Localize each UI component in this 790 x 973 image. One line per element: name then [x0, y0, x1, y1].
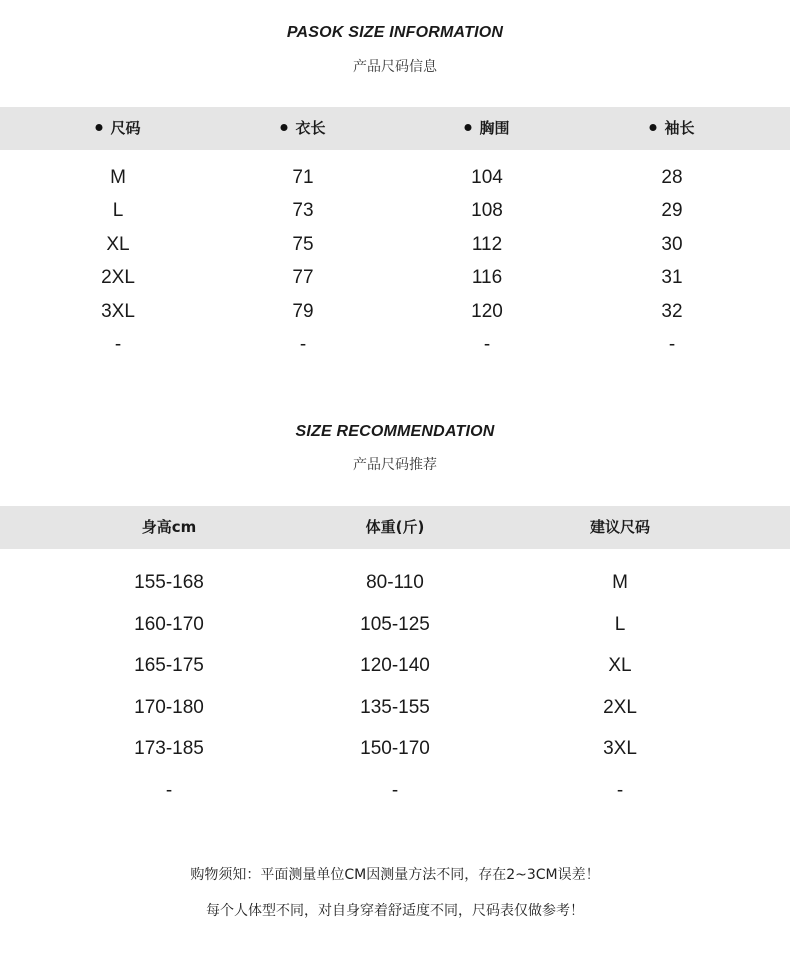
table-row [0, 645, 790, 687]
table-cell: 135-155 [360, 696, 430, 718]
table-cell: 3XL [101, 300, 135, 322]
table-cell: L [112, 200, 124, 222]
table-cell: 75 [292, 233, 314, 255]
table-row [0, 604, 790, 646]
size-info-subtitle: 产品尺码信息 [353, 59, 437, 75]
table-row [0, 261, 790, 294]
table-cell: 104 [471, 167, 503, 188]
header-recommended-size: 建议尺码 [589, 518, 651, 536]
table-cell: M [110, 167, 126, 188]
header-chest: 胸围 [464, 107, 509, 150]
table-cell: 173-185 [134, 738, 204, 760]
header-size: 尺码 [95, 107, 140, 150]
table-cell: - [114, 333, 122, 355]
table-cell: 116 [471, 267, 503, 289]
header-height: 身高cm [141, 518, 197, 536]
table-cell: 3XL [603, 738, 637, 760]
table-cell: 71 [292, 167, 314, 188]
table-row [0, 770, 790, 812]
table-cell: 28 [661, 167, 683, 188]
table-cell: XL [608, 655, 632, 677]
table-cell: 170-180 [134, 696, 204, 718]
table-cell: 105-125 [360, 613, 430, 635]
table-row [0, 687, 790, 729]
table-cell: - [391, 779, 399, 801]
table-row [0, 161, 790, 194]
table-cell: - [668, 333, 676, 355]
table-cell: 32 [661, 300, 683, 322]
table-row [0, 562, 790, 604]
table-cell: 79 [292, 300, 314, 322]
table-cell: 112 [471, 233, 503, 255]
table-row [0, 328, 790, 361]
size-info-title: PASOK SIZE INFORMATION [286, 24, 504, 41]
header-weight: 体重(斤) [365, 518, 425, 536]
table-cell: 80-110 [366, 572, 424, 593]
table-cell: - [483, 333, 491, 355]
header-length: 衣长 [280, 107, 325, 150]
table-cell: 2XL [101, 267, 135, 289]
table-cell: - [165, 779, 173, 801]
table-cell: 155-168 [134, 572, 204, 593]
size-info-table [0, 161, 790, 361]
table-cell: XL [106, 233, 130, 255]
bullet-icon [95, 124, 102, 131]
table-row [0, 295, 790, 328]
shopping-note-line-2: 每个人体型不同，对自身穿着舒适度不同，尺码表仅做参考！ [206, 903, 584, 919]
bullet-icon [280, 124, 287, 131]
table-cell: 73 [292, 200, 314, 222]
table-row [0, 728, 790, 770]
size-rec-table [0, 562, 790, 812]
shopping-note-line-1: 购物须知：平面测量单位CM因测量方法不同，存在2~3CM误差！ [190, 867, 600, 883]
size-info-header [0, 107, 790, 150]
table-cell: 29 [661, 200, 683, 222]
table-cell: L [614, 613, 626, 635]
table-cell: 2XL [603, 696, 637, 718]
size-rec-subtitle: 产品尺码推荐 [353, 457, 437, 473]
table-cell: 108 [471, 200, 503, 222]
table-cell: 30 [661, 233, 683, 255]
size-rec-title: SIZE RECOMMENDATION [295, 423, 495, 440]
table-cell: - [616, 779, 624, 801]
bullet-icon [464, 124, 471, 131]
table-cell: 120 [471, 300, 503, 322]
table-cell: 165-175 [134, 655, 204, 677]
table-cell: 150-170 [360, 738, 430, 760]
table-row [0, 228, 790, 261]
table-cell: M [612, 572, 628, 593]
table-cell: 31 [661, 267, 683, 289]
header-sleeve: 袖长 [649, 107, 694, 150]
table-cell: - [299, 333, 307, 355]
table-cell: 160-170 [134, 613, 204, 635]
bullet-icon [649, 124, 656, 131]
table-cell: 77 [292, 267, 314, 289]
size-rec-header [0, 506, 790, 549]
table-row [0, 194, 790, 227]
table-cell: 120-140 [360, 655, 430, 677]
